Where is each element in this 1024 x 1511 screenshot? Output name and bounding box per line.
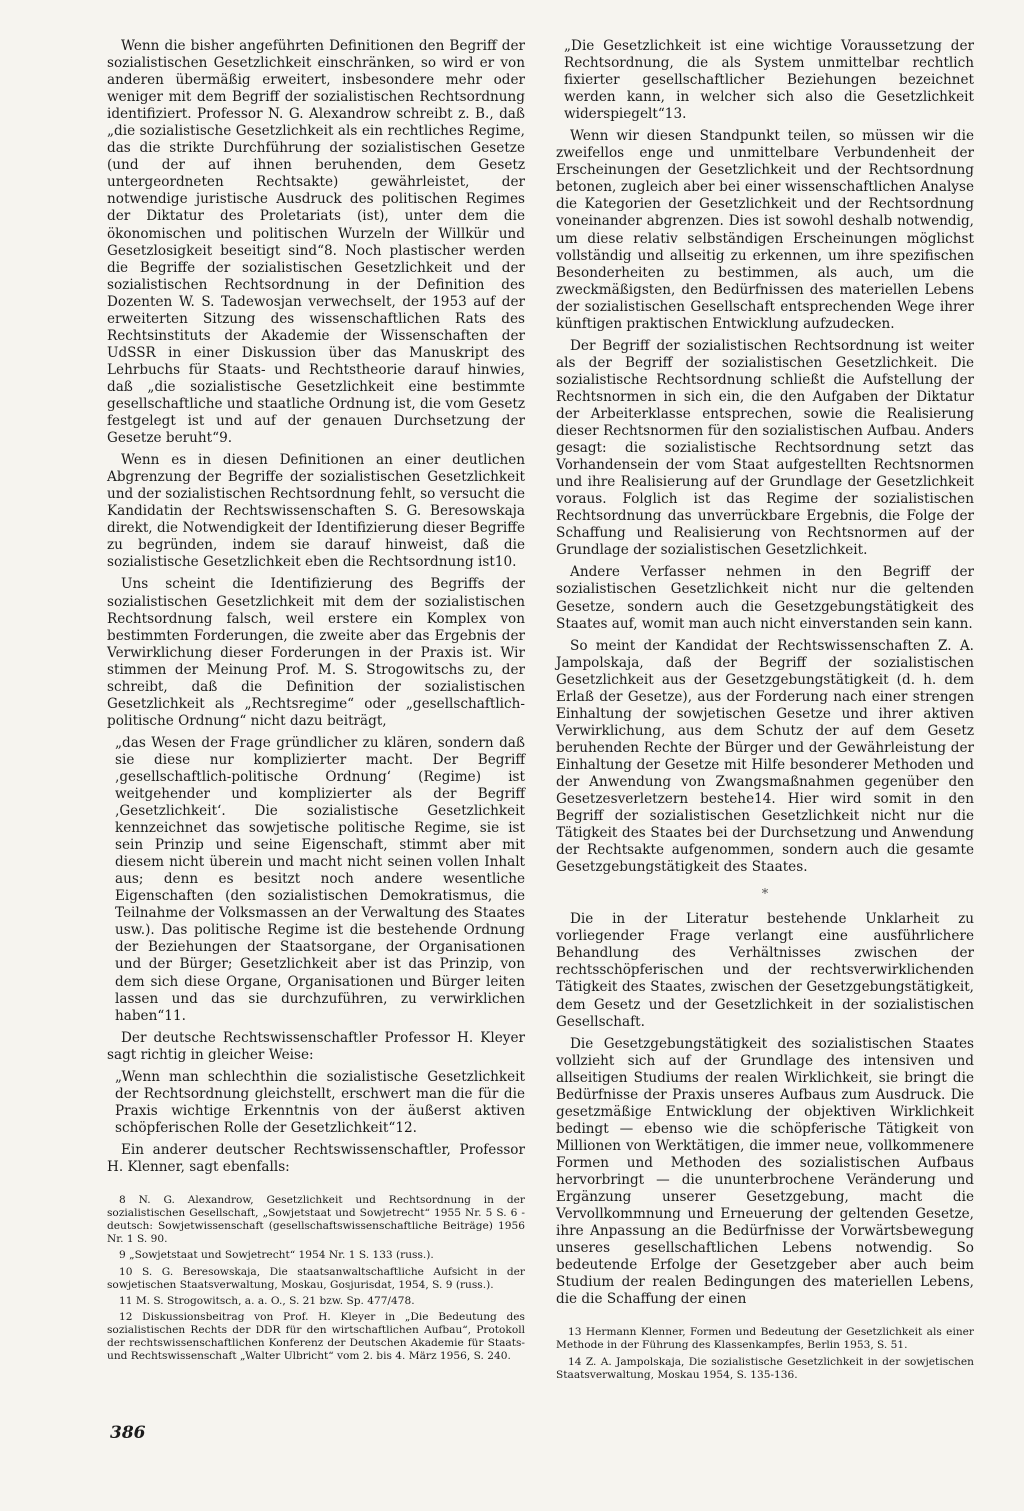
footnote-14: 14 Z. A. Jampolskaja, Die sozialistische Gesetzlichkeit in der sowjetischen Staatsverwaltung, Moskau 1954, S. 135-136.: [556, 1355, 974, 1381]
footnote-8: 8 N. G. Alexandrow, Gesetzlichkeit und Rechtsordnung in der sozialistischen Gesellschaft, „Sowjetstaat und Sowjetrecht“ 1955 Nr. 5 S. 6 - deutsch: Sowjetwissenschaft (gesellschaftswissenschaftliche Beiträge) 1956 Nr. 1 S. 90.: [107, 1194, 525, 1246]
left-paragraph-5: Ein anderer deutscher Rechtswissenschaftler, Professor H. Klenner, sagt ebenfalls:: [107, 1141, 525, 1175]
right-paragraph-6: Die Gesetzgebungstätigkeit des sozialistischen Staates vollzieht sich auf der Grundlage des intensiven und allseitigen Studiums der realen Wirklichkeit, sie bringt die Bedürfnisse der Praxis unseres Aufbaus zum Ausdruck. Die gesetzmäßige Entwicklung der objektiven Wirklichkeit bedingt — ebenso wie die schöpferische Tätigkeit von Millionen von Werktätigen, die immer neue, vollkommenere Formen und Methoden des sozialistischen Aufbaus hervorbringt — die ununterbrochene Veränderung und Ergänzung unserer Gesetzgebung, macht die Vervollkommnung und Erneuerung der geltenden Gesetze, ihre Anpassung an die Bedürfnisse der Vorwärtsbewegung unseres gesellschaftlichen Lebens notwendig. So bedeutende Erfolge der Gesetzgeber aber auch beim Studium der realen Bedingungen des materiellen Lebens, die die Schaffung der einen: [556, 1035, 974, 1308]
left-paragraph-4: Der deutsche Rechtswissenschaftler Professor H. Kleyer sagt richtig in gleicher Weise:: [107, 1029, 525, 1063]
right-paragraph-1: Wenn wir diesen Standpunkt teilen, so müssen wir die zweifellos enge und unmittelbare Verbundenheit der Erscheinungen der Gesetzlichkeit und der Rechtsordnung betonen, zugleich aber bei einer wissenschaftlichen Analyse die Kategorien der Gesetzlichkeit und der Rechtsordnung voneinander abgrenzen. Dies ist sowohl deshalb notwendig, um diese relativ selbständigen Erscheinungen möglichst vollständig und allseitig zu erkennen, um ihre spezifischen Besonderheiten zu bestimmen, als auch, um die zweckmäßigsten, den Bedürfnissen des materiellen Lebens der sozialistischen Gesellschaft entsprechenden Wege ihrer künftigen praktischen Entwicklung aufzudecken.: [556, 128, 974, 332]
left-footnotes: [107, 1194, 525, 1363]
footnote-9: 9 „Sowjetstaat und Sowjetrecht“ 1954 Nr. 1 S. 133 (russ.).: [119, 1249, 434, 1262]
footnote-13: 13 Hermann Klenner, Formen und Bedeutung der Gesetzlichkeit als einer Methode in der Führung des Klassenkampfes, Berlin 1953, S. 51.: [556, 1326, 974, 1352]
left-quote-2: „Wenn man schlechthin die sozialistische Gesetzlichkeit der Rechtsordnung gleichstellt, erschwert man die für die Praxis wichtige Erkenntnis von der äußerst aktiven schöpferischen Rolle der Gesetzlichkeit“12.: [115, 1068, 525, 1136]
footnote-10: 10 S. G. Beresowskaja, Die staatsanwaltschaftliche Aufsicht in der sowjetischen Staatsverwaltung, Moskau, Gosjurisdat, 1954, S. 9 (russ.).: [107, 1265, 525, 1291]
footnote-12: 12 Diskussionsbeitrag von Prof. H. Kleyer in „Die Bedeutung des sozialistischen Rechts der DDR für den wirtschaftlichen Aufbau“, Protokoll der rechtswissenschaftlichen Konferenz der Deutschen Akademie für Staats- und Rechtswissenschaft „Walter Ulbricht“ vom 2. bis 4. März 1956, S. 240.: [107, 1310, 525, 1363]
left-quote-1: „das Wesen der Frage gründlicher zu klären, sondern daß sie diese nur komplizierter macht. Der Begriff ‚gesellschaftlich-politische Ordnung‘ (Regime) ist weitgehender und komplizierter als der Begriff ‚Gesetzlichkeit‘. Die sozialistische Gesetzlichkeit kennzeichnet das sowjetische politische Regime, sie ist sein Prinzip und seine Eigenschaft, stimmt aber mit diesem nicht überein und macht nicht seinen vollen Inhalt aus; denn es besitzt noch andere wesentliche Eigenschaften (den sozialistischen Demokratismus, die Teilnahme der Volksmassen an der Verwaltung des Staates usw.). Das politische Regime ist die bestehende Ordnung der Beziehungen der Staatsorgane, der Organisationen und der Bürger; Gesetzlichkeit aber ist das Prinzip, von dem sich diese Organe, Organisationen und Bürger leiten lassen und das sie durchzuführen, zu verwirklichen haben“11.: [115, 734, 525, 1024]
right-quote-1: „Die Gesetzlichkeit ist eine wichtige Voraussetzung der Rechtsordnung, die als System unmittelbar rechtlich fixierter gesellschaftlicher Beziehungen bezeichnet werden kann, in welcher sich also die Gesetzlichkeit widerspiegelt“13.: [564, 38, 974, 123]
section-separator: *: [761, 887, 769, 903]
right-paragraph-5: Die in der Literatur bestehende Unklarheit zu vorliegender Frage verlangt eine ausführlichere Behandlung des Verhältnisses zwischen der rechtsschöpferischen und der rechtsverwirklichenden Tätigkeit des Staates, zwischen der Gesetzgebungstätigkeit, dem Gesetz und der Gesetzlichkeit in der sozialistischen Gesellschaft.: [556, 911, 974, 1030]
footnote-11: 11 M. S. Strogowitsch, a. a. O., S. 21 bzw. Sp. 477/478.: [119, 1294, 415, 1307]
right-column: [556, 38, 974, 1385]
left-paragraph-2: Wenn es in diesen Definitionen an einer deutlichen Abgrenzung der Begriffe der sozialistischen Gesetzlichkeit und der sozialistischen Rechtsordnung fehlt, so versucht die Kandidatin der Rechtswissenschaften S. G. Beresowskaja direkt, die Notwendigkeit der Identifizierung dieser Begriffe zu begründen, indem sie darauf hinweist, daß die sozialistische Gesetzlichkeit eben die Rechtsordnung ist10.: [107, 452, 525, 571]
left-column: [107, 38, 525, 1366]
right-footnotes: [556, 1326, 974, 1381]
left-paragraph-3: Uns scheint die Identifizierung des Begriffs der sozialistischen Gesetzlichkeit mit dem der sozialistischen Rechtsordnung falsch, weil erstere ein Komplex von bestimmten Forderungen, die zweite aber das Ergebnis der Verwirklichung dieser Forderungen in der Praxis ist. Wir stimmen der Meinung Prof. M. S. Strogowitschs zu, der schreibt, daß die Definition der sozialistischen Gesetzlichkeit als „Rechtsregime“ oder „gesellschaftlich-politische Ordnung“ nicht dazu beiträgt,: [107, 576, 525, 729]
page-number: 386: [110, 1423, 146, 1443]
right-paragraph-4: So meint der Kandidat der Rechtswissenschaften Z. A. Jampolskaja, daß der Begriff der sozialistischen Gesetzlichkeit aus der Gesetzgebungstätigkeit (d. h. dem Erlaß der Gesetze), aus der Forderung nach einer strengen Einhaltung der sowjetischen Gesetze und ihrer aktiven Verwirklichung, aus dem Schutz der auf dem Gesetz beruhenden Rechte der Bürger und der Gewährleistung der Einhaltung der Gesetze mit Hilfe besonderer Methoden und der Anwendung von Zwangsmaßnahmen gegenüber den Gesetzesverletzern bestehe14. Hier wird somit in den Begriff der sozialistischen Gesetzlichkeit nicht nur die Tätigkeit des Staates bei der Durchsetzung und Anwendung der Rechtsakte aufgenommen, sondern auch die gesamte Gesetzgebungstätigkeit des Staates.: [556, 637, 974, 876]
right-paragraph-2: Der Begriff der sozialistischen Rechtsordnung ist weiter als der Begriff der sozialistischen Gesetzlichkeit. Die sozialistische Rechtsordnung schließt die Aufstellung der Rechtsnormen in sich ein, die den Aufgaben der Diktatur der Arbeiterklasse entsprechen, sowie die Realisierung dieser Rechtsnormen für den sozialistischen Aufbau. Anders gesagt: die sozialistische Rechtsordnung setzt das Vorhandensein der vom Staat aufgestellten Rechtsnormen und ihre Realisierung auf der Grundlage der Gesetzlichkeit voraus. Folglich ist das Regime der sozialistischen Rechtsordnung das unverrückbare Ergebnis, die Folge der Schaffung und Realisierung von Rechtsnormen auf der Grundlage der sozialistischen Gesetzlichkeit.: [556, 337, 974, 559]
right-paragraph-3: Andere Verfasser nehmen in den Begriff der sozialistischen Gesetzlichkeit nicht nur die geltenden Gesetze, sondern auch die Gesetzgebungstätigkeit des Staates auf, womit man auch nicht einverstanden sein kann.: [556, 564, 974, 632]
left-paragraph-1: Wenn die bisher angeführten Definitionen den Begriff der sozialistischen Gesetzlichkeit einschränken, so wird er von anderen übermäßig erweitert, insbesondere mehr oder weniger mit dem Begriff der sozialistischen Rechtsordnung identifiziert. Professor N. G. Alexandrow schreibt z. B., daß „die sozialistische Gesetzlichkeit als ein rechtliches Regime, das die strikte Durchführung der sozialistischen Gesetze (und der auf ihnen beruhenden, dem Gesetz untergeordneten Rechtsakte) gewährleistet, der notwendige juristische Ausdruck des politischen Regimes der Diktatur des Proletariats (ist), unter dem die ökonomischen und politischen Wurzeln der Willkür und Gesetzlosigkeit beseitigt sind“8. Noch plastischer werden die Begriffe der sozialistischen Gesetzlichkeit und der sozialistischen Rechtsordnung in der Definition des Dozenten W. S. Tadewosjan verwechselt, der 1953 auf der erweiterten Sitzung des wissenschaftlichen Rats des Rechtsinstituts der Akademie der Wissenschaften der UdSSR in einer Diskussion über das Manuskript des Lehrbuchs für Staats- und Rechtstheorie darauf hinwies, daß „die sozialistische Gesetzlichkeit eine bestimmte gesellschaftliche und staatliche Ordnung ist, die vom Gesetz festgelegt ist und auf der genauen Durchsetzung der Gesetze beruht“9.: [107, 38, 526, 447]
